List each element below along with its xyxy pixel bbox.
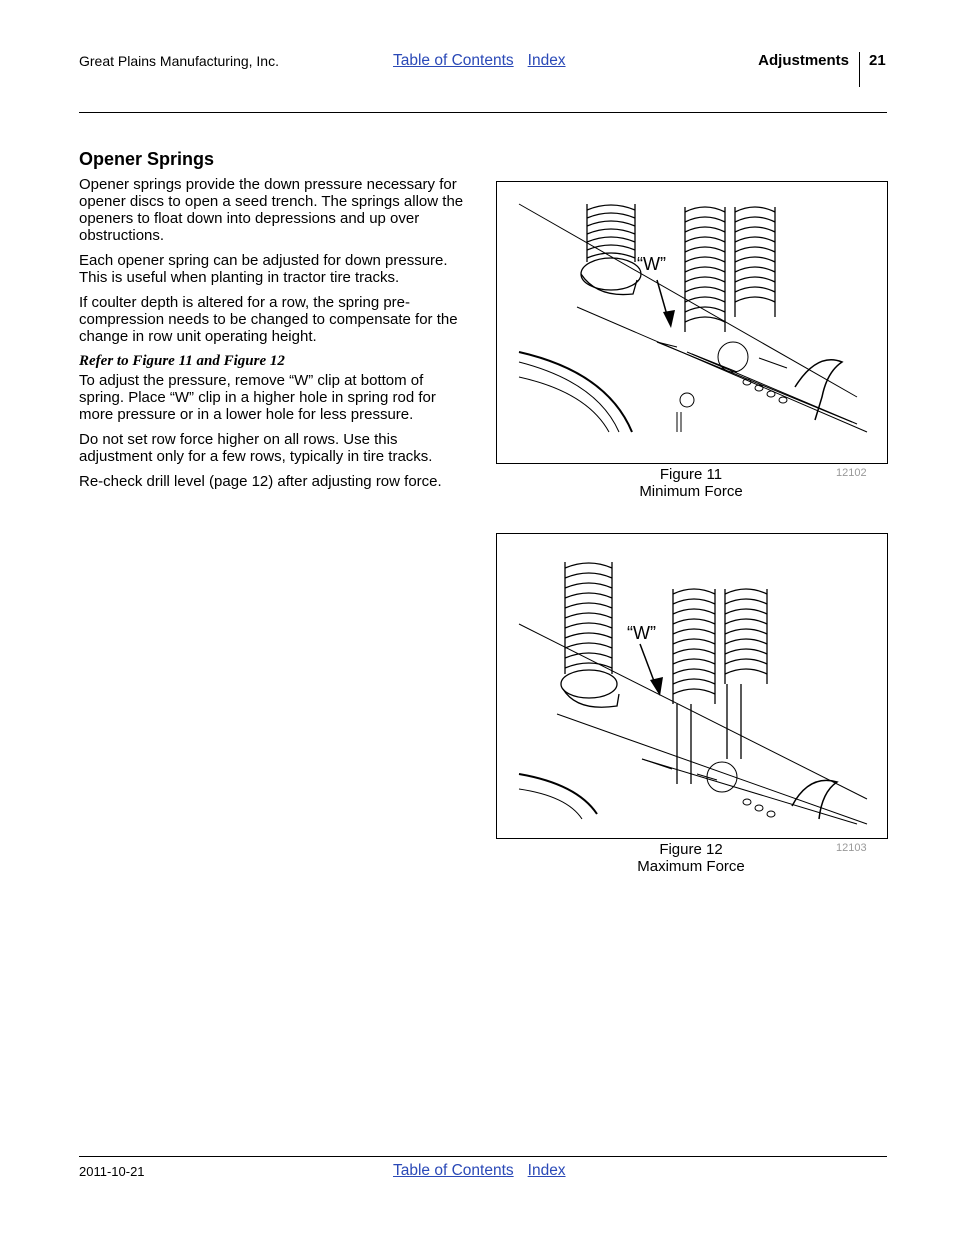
index-link[interactable]: Index [527, 52, 566, 69]
figure-11-caption [496, 466, 886, 500]
company-name: Great Plains Manufacturing, Inc. [79, 53, 279, 69]
footer-rule [79, 1156, 887, 1157]
figure-reference: Refer to Figure 11 and Figure 12 [79, 353, 285, 369]
paragraph: To adjust the pressure, remove “W” clip at bottom of spring. Place “W” clip in a higher hole in spring rod for more pressure or in a lower hole for less pressure. [79, 372, 436, 423]
figure-number: 12102 [836, 467, 867, 479]
toc-link[interactable]: Table of Contents [393, 1162, 514, 1179]
paragraph: Re-check drill level (page 12) after adjusting row force. [79, 473, 442, 490]
figure-caption: Maximum Force [637, 858, 745, 875]
header-nav [393, 52, 580, 70]
section-name: Adjustments [758, 52, 849, 69]
figure-11-illustration [496, 181, 888, 464]
figure-label: Figure 11 [659, 466, 723, 483]
section-title: Opener Springs [79, 149, 215, 169]
w-clip-callout: “W” [637, 254, 666, 274]
header-divider [859, 52, 860, 87]
footer-date: 2011-10-21 [79, 1164, 145, 1179]
index-link[interactable]: Index [527, 1162, 566, 1179]
paragraph: Do not set row force higher on all rows. Use this adjustment only for a few rows, typically in tire tracks. [79, 431, 433, 465]
figure-caption: Minimum Force [639, 483, 743, 500]
w-clip-callout: “W” [627, 623, 656, 643]
toc-link[interactable]: Table of Contents [393, 52, 514, 69]
paragraph: If coulter depth is altered for a row, the spring pre-compression needs to be changed to compensate for the change in row unit operating height. [79, 294, 458, 345]
paragraph: Opener springs provide the down pressure necessary for opener discs to open a seed trench. The springs allow the openers to float down into depressions and up over obstructions. [79, 176, 464, 244]
text-column [79, 148, 471, 498]
figure-number: 12103 [836, 842, 867, 854]
figure-12-caption [496, 841, 886, 875]
footer-nav [393, 1162, 580, 1180]
header-rule [79, 112, 887, 113]
paragraph: Each opener spring can be adjusted for down pressure. This is useful when planting in tractor tire tracks. [79, 252, 448, 286]
figure-label: Figure 12 [659, 841, 723, 858]
figure-12-illustration [496, 533, 888, 839]
page-number: 21 [869, 52, 886, 69]
